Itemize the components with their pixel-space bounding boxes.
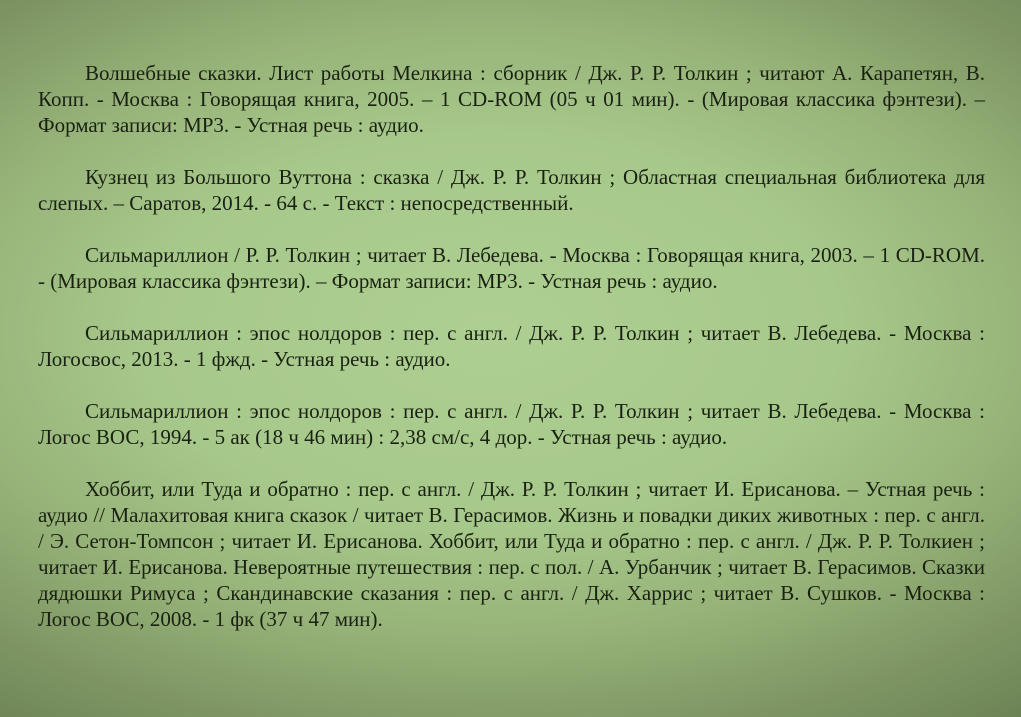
bibliography-entry-1: Волшебные сказки. Лист работы Мелкина : сборник / Дж. Р. Р. Толкин ; читают А. Карапетян, В. Копп. - Москва : Говорящая книга, 2005. – 1 CD-ROM (05 ч 01 мин). - (Мировая классика фэнтези). – Формат записи: MP3. - Устная речь : аудио.	[38, 61, 985, 137]
bibliography-entry-2: Кузнец из Большого Вуттона : сказка / Дж. Р. Р. Толкин ; Областная специальная библиотека для слепых. – Саратов, 2014. - 64 с. - Текст : непосредственный.	[38, 165, 985, 215]
bibliography-entry-5: Сильмариллион : эпос нолдоров : пер. с англ. / Дж. Р. Р. Толкин ; читает В. Лебедева. - Москва : Логос ВОС, 1994. - 5 ак (18 ч 46 мин) : 2,38 см/с, 4 дор. - Устная речь : аудио.	[38, 399, 985, 449]
bibliography-entry-3: Сильмариллион / Р. Р. Толкин ; читает В. Лебедева. - Москва : Говорящая книга, 2003. – 1 CD-ROM. - (Мировая классика фэнтези). – Формат записи: MP3. - Устная речь : аудио.	[38, 243, 985, 293]
bibliography-list	[38, 60, 985, 632]
bibliography-entry-4: Сильмариллион : эпос нолдоров : пер. с англ. / Дж. Р. Р. Толкин ; читает В. Лебедева. - Москва : Логосвос, 2013. - 1 фжд. - Устная речь : аудио.	[38, 321, 985, 371]
bibliography-entry-6: Хоббит, или Туда и обратно : пер. с англ. / Дж. Р. Р. Толкин ; читает И. Ерисанова. – Устная речь : аудио // Малахитовая книга сказок / читает В. Герасимов. Жизнь и повадки диких животных : пер. с англ. / Э. Сетон-Томпсон ; читает И. Ерисанова. Хоббит, или Туда и обратно : пер. с англ. / Дж. Р. Р. Толкиен ; читает И. Ерисанова. Невероятные путешествия : пер. с пол. / А. Урбанчик ; читает В. Герасимов. Сказки дядюшки Римуса ; Скандинавские сказания : пер. с англ. / Дж. Харрис ; читает В. Сушков. - Москва : Логос ВОС, 2008. - 1 фк (37 ч 47 мин).	[38, 477, 985, 631]
